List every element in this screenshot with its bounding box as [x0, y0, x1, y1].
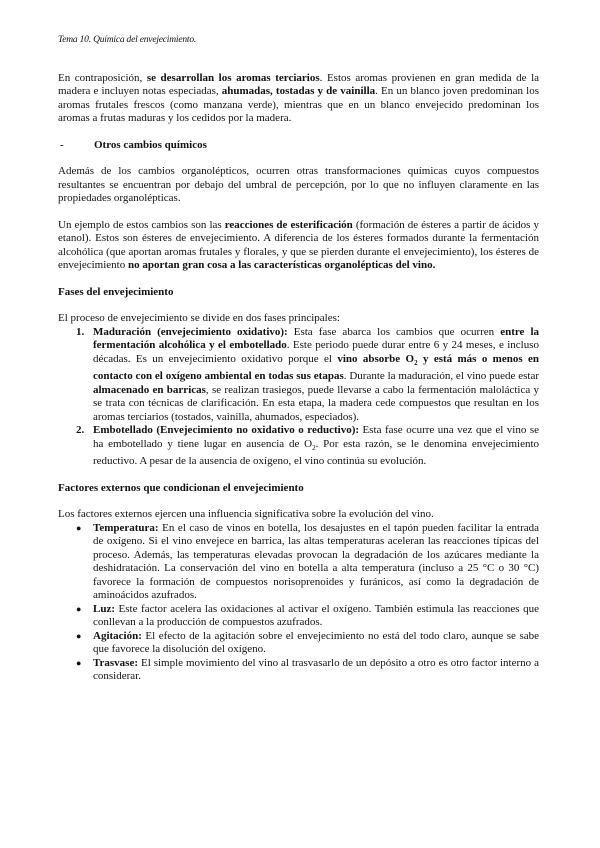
list-item-body [93, 603, 539, 630]
list-item-body [93, 657, 539, 684]
subscript: 2 [312, 443, 316, 452]
bold-text: se desarrollan los aromas terciarios [146, 71, 320, 84]
bold-text: reacciones de esterificación [224, 218, 353, 231]
item-title: Luz: [93, 602, 115, 615]
subscript: 2 [414, 358, 418, 367]
item-title: Temperatura: [93, 521, 159, 534]
text: Esta fase abarca los cambios que ocurren [287, 325, 501, 338]
bold-text: almacenado en barricas [93, 383, 206, 396]
bullet-icon: ● [76, 657, 82, 668]
text: En el caso de vinos en botella, los desajustes en el tapón pueden facilitar la entrada de oxígeno. Si el vino envejece en barrica, las altas temperaturas aceleran las reacciones típicas del proceso. Además, las temperaturas elevadas provocan la degradación de los azúcares mediante la deshidratación. La conservación del vino en botella a alta temperatura (incluso a 25 °C o 30 °C) favorece la formación de compuestos norisoprenoides y furánicos, así como la degradación de aminoácidos azufrados. [93, 521, 539, 602]
paragraph-cambios-quimicos: Además de los cambios organolépticos, ocurren otras transformaciones químicas cuyos compuestos resultantes se encuentran por debajo del umbral de percepción, por lo que no influyen claramente en las propiedades organolépticas. [58, 165, 539, 204]
list-item-body [93, 630, 539, 657]
list-item-body [93, 522, 539, 603]
item-title: Trasvase: [93, 656, 139, 669]
list-item-embotellado [76, 424, 539, 469]
list-item-agitacion [76, 630, 539, 657]
list-item-body [93, 326, 539, 425]
paragraph-esterificacion [58, 219, 539, 273]
text: Un ejemplo de estos cambios son las [58, 218, 225, 231]
subheading-text: Otros cambios químicos [94, 138, 207, 151]
text: . En un blanco joven predominan los aromas frutales frescos (como manzana verde), mientras que en un blanco envejecido predominan los aromas a frutas maduras y los cedidos por la madera. [58, 85, 539, 124]
fases-list [58, 326, 539, 469]
text: El simple movimiento del vino al trasvasarlo de un depósito a otro es otro factor interno a considerar. [93, 656, 539, 683]
list-number: 1. [76, 325, 85, 338]
text: . Por esta razón, se le denomina envejecimiento reductivo. A pesar de la ausencia de oxígeno, el vino continúa su evolución. [93, 437, 540, 468]
bold-text: y está más o menos en contacto con el oxígeno ambiental en todas sus etapas [93, 352, 539, 383]
paragraph-aromas-terciarios [58, 72, 539, 126]
list-number: 2. [76, 424, 85, 437]
section-title-factores: Factores externos que condicionan el envejecimiento [58, 481, 304, 494]
item-title: Maduración (envejecimiento oxidativo): [93, 325, 288, 338]
list-item-body [93, 424, 539, 469]
text: (formación de ésteres a partir de ácidos y etanol). Estos son ésteres de envejecimiento. A diferencia de los ésteres formados durante la fermentación alcohólica (que aportan aromas frutales y florales, y que se pierden durante el envejecimiento), los ésteres de envejecimiento [58, 218, 539, 271]
text: . Este periodo puede durar entre 6 y 24 meses, e incluso décadas. Es un envejecimiento oxidativo porque el [93, 339, 539, 365]
bold-text: entre la fermentación alcohólica y el embotellado [93, 325, 540, 351]
list-item-temperatura [76, 522, 539, 603]
item-title: Agitación: [93, 629, 142, 642]
subheading-otros-cambios [60, 139, 539, 153]
text: . Durante la maduración, el vino puede estar [343, 370, 540, 383]
text: El efecto de la agitación sobre el envejecimiento no está del todo claro, aunque se sabe que favorece la disolución del oxígeno. [93, 629, 539, 656]
factores-list [58, 522, 539, 684]
list-item-luz [76, 603, 539, 630]
factores-intro: Los factores externos ejercen una influencia significativa sobre la evolución del vino. [58, 508, 434, 521]
list-item-maduracion [76, 326, 539, 425]
section-title-fases: Fases del envejecimiento [58, 285, 174, 298]
bullet-icon: ● [76, 630, 82, 641]
text: Esta fase ocurre una vez que el vino se ha embotellado y tiene lugar en ausencia de O [93, 424, 539, 450]
page-header: Tema 10. Química del envejecimiento. [58, 35, 197, 45]
text: , se realizan trasiegos, puede llevarse a cabo la fermentación maloláctica y se trata con técnicas de clarificación. En esta etapa, la madera cede compuestos que resultan en los aromas terciarios (tostados, vainilla, ahumados, especiados). [93, 383, 539, 423]
bold-text: ahumadas, tostadas y de vainilla [221, 85, 376, 97]
fases-intro: El proceso de envejecimiento se divide en dos fases principales: [58, 312, 340, 324]
text: Este factor acelera las oxidaciones al activar el oxígeno. También estimula las reacciones que conllevan a la producción de compuestos azufrados. [93, 602, 539, 629]
bullet-icon: ● [76, 522, 82, 533]
item-title: Embotellado (Envejecimiento no oxidativo o reductivo): [93, 424, 360, 437]
list-item-trasvase [76, 657, 539, 684]
dash-marker: - [60, 138, 64, 151]
bold-text: no aportan gran cosa a las características organolépticas del vino. [127, 259, 436, 271]
bullet-icon: ● [76, 603, 82, 614]
text: . Estos aromas provienen en gran medida de la madera e incluyen notas especiadas, [58, 71, 540, 97]
bold-text: vino absorbe O [337, 352, 415, 365]
text: En contraposición, [58, 71, 147, 84]
